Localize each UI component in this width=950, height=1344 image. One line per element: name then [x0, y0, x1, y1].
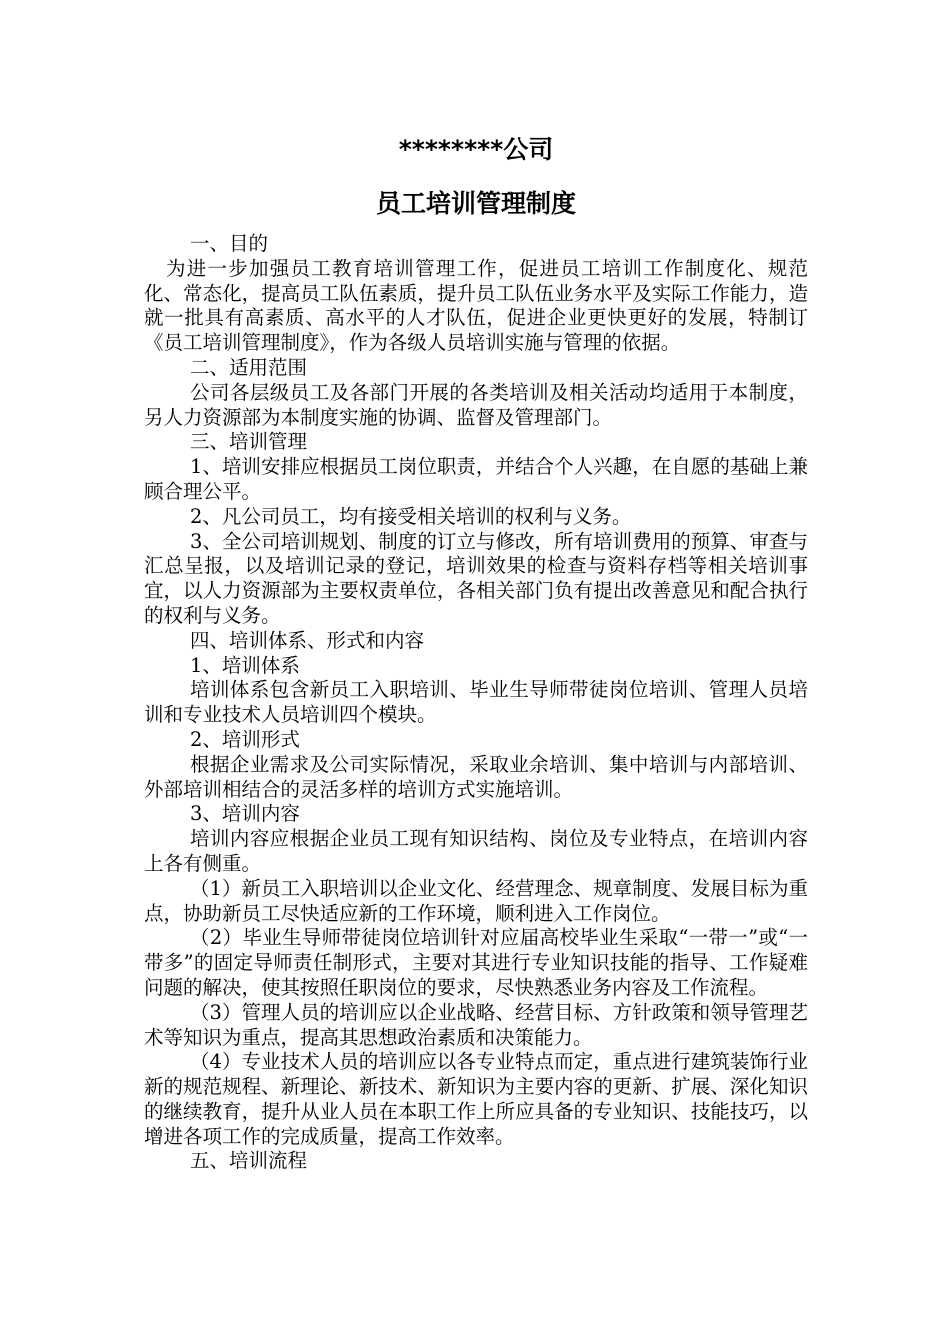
section-heading-management: 三、培训管理 [190, 430, 308, 454]
paragraph-purpose: 为进一步加强员工教育培训管理工作，促进员工培训工作制度化、规范化、常态化，提高员工队伍素质，提升员工队伍业务水平及实际工作能力，造就一批具有高素质、高水平的人才队伍，促进企业更快更好的发展，特制订《员工培训管理制度》，作为各级人员培训实施与管理的依据。 [144, 256, 808, 355]
paragraph-content: 培训内容应根据企业员工现有知识结构、岗位及专业特点，在培训内容上各有侧重。 [144, 827, 808, 875]
section-heading-system: 四、培训体系、形式和内容 [190, 628, 425, 652]
subheading-content: 3、培训内容 [190, 802, 300, 826]
paragraph-content-item-3: （3）管理人员的培训应以企业战略、经营目标、方针政策和领导管理艺术等知识为重点，提高其思想政治素质和决策能力。 [144, 1000, 808, 1049]
section-heading-scope: 二、适用范围 [190, 355, 308, 379]
subheading-format: 2、培训形式 [190, 727, 300, 751]
subheading-system: 1、培训体系 [190, 653, 300, 677]
document-title-company: ********公司 [398, 135, 554, 164]
paragraph-content-item-4: （4）专业技术人员的培训应以各专业特点而定，重点进行建筑装饰行业新的规范规程、新理论、新技术、新知识为主要内容的更新、扩展、深化知识的继续教育，提升从业人员在本职工作上所应具备的专业知识、技能技巧，以增进各项工作的完成质量，提高工作效率。 [144, 1050, 808, 1148]
paragraph-format: 根据企业需求及公司实际情况，采取业余培训、集中培训与内部培训、外部培训相结合的灵活多样的培训方式实施培训。 [144, 752, 808, 801]
paragraph-management-1: 1、培训安排应根据员工岗位职责，并结合个人兴趣，在自愿的基础上兼顾合理公平。 [144, 455, 808, 503]
paragraph-management-3: 3、全公司培训规划、制度的订立与修改，所有培训费用的预算、审查与汇总呈报，以及培训记录的登记，培训效果的检查与资料存档等相关培训事宜，以人力资源部为主要权责单位，各相关部门负有提出改善意见和配合执行的权利与义务。 [144, 529, 808, 627]
paragraph-scope: 公司各层级员工及各部门开展的各类培训及相关活动均适用于本制度，另人力资源部为本制度实施的协调、监督及管理部门。 [144, 380, 808, 429]
document-page [144, 128, 808, 1174]
paragraph-content-item-1: （1）新员工入职培训以企业文化、经营理念、规章制度、发展目标为重点，协助新员工尽快适应新的工作环境，顺利进入工作岗位。 [144, 876, 808, 925]
document-body [144, 232, 808, 1174]
section-heading-process: 五、培训流程 [190, 1149, 308, 1173]
paragraph-system: 培训体系包含新员工入职培训、毕业生导师带徒岗位培训、管理人员培训和专业技术人员培训四个模块。 [144, 678, 808, 727]
section-heading-purpose: 一、目的 [190, 232, 269, 255]
paragraph-management-2: 2、凡公司员工，均有接受相关培训的权利与义务。 [190, 504, 632, 528]
document-title: 员工培训管理制度 [375, 189, 576, 218]
paragraph-content-item-2: （2）毕业生导师带徒岗位培训针对应届高校毕业生采取“一带一”或“一带多”的固定导师责任制形式，主要对其进行专业知识技能的指导、工作疑难问题的解决，使其按照任职岗位的要求，尽快熟悉业务内容及工作流程。 [144, 926, 808, 999]
